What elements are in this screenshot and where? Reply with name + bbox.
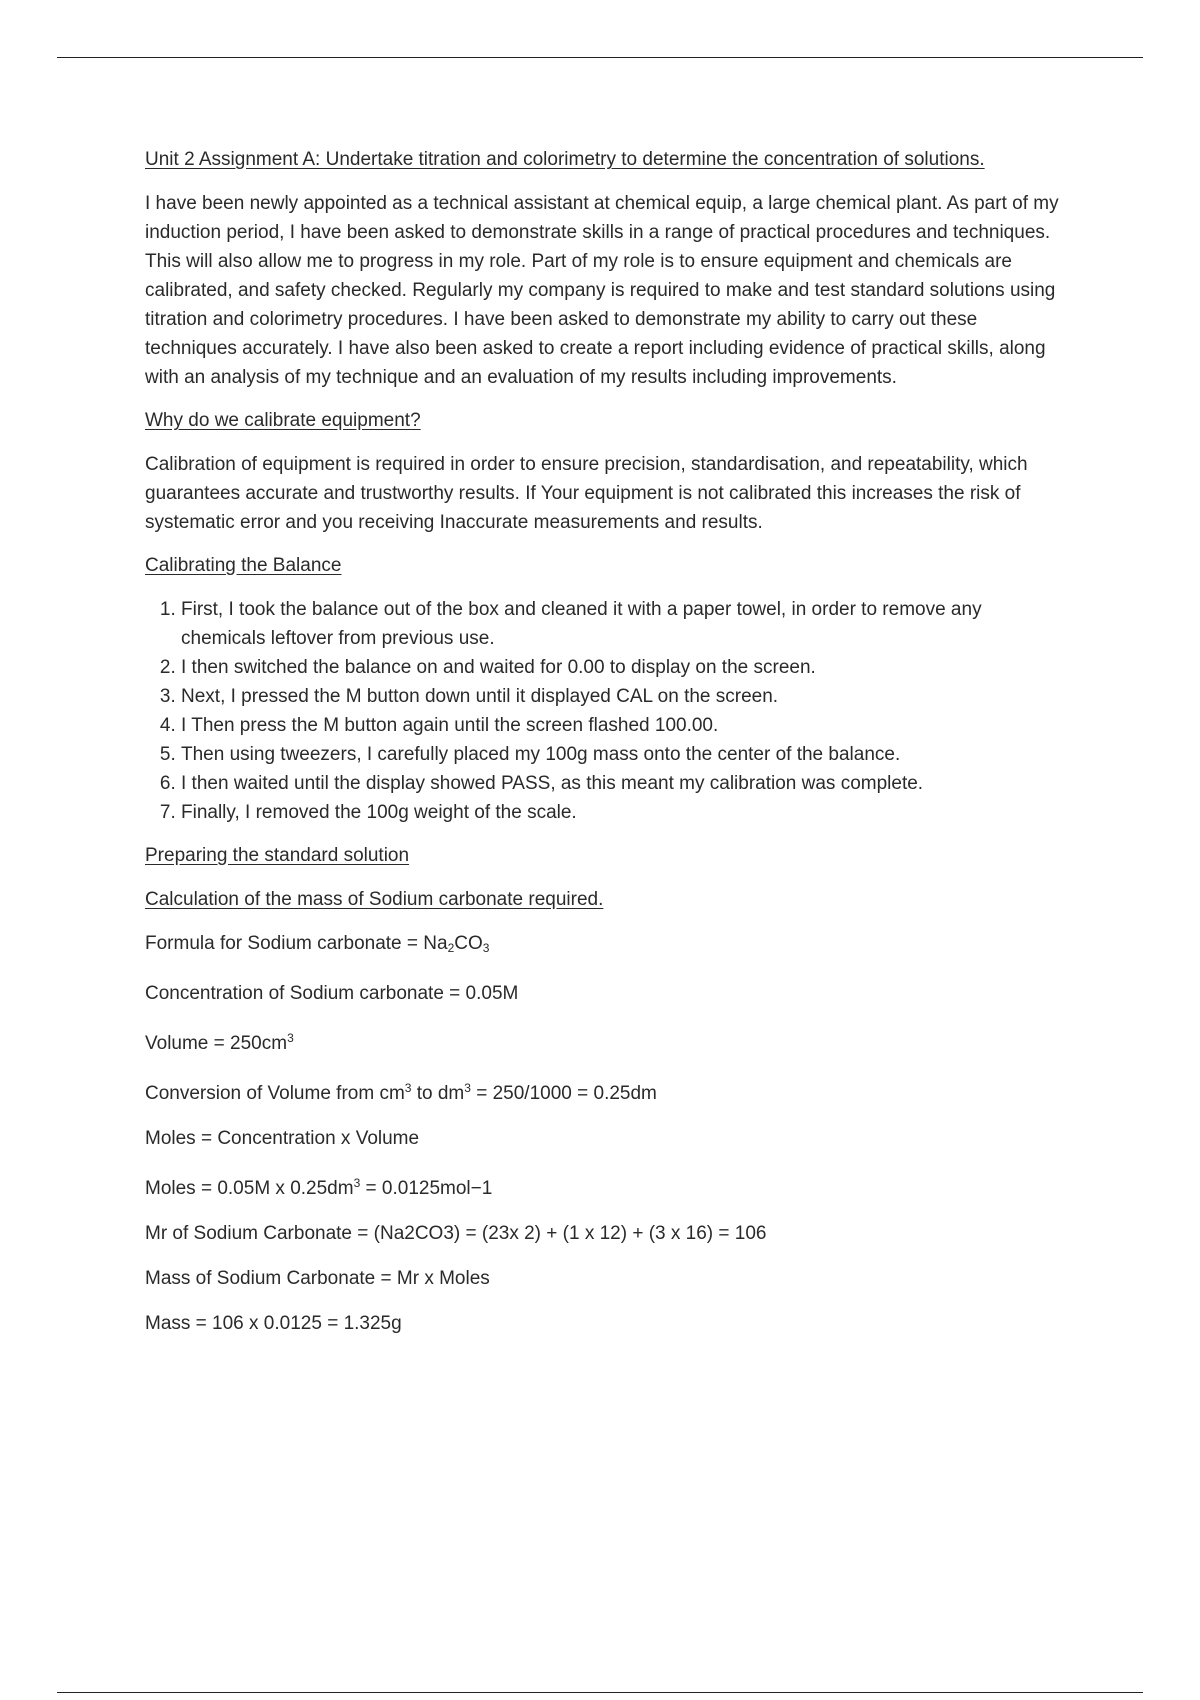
conversion-superscript: 3: [464, 1081, 471, 1095]
mass-formula-line: Mass of Sodium Carbonate = Mr x Moles: [145, 1268, 490, 1289]
conversion-superscript: 3: [404, 1081, 412, 1095]
formula-subscript: 3: [482, 941, 490, 955]
list-item: 6. I then waited until the display showed PASS, as this meant my calibration was complete.: [181, 769, 1065, 798]
mr-line: Mr of Sodium Carbonate = (Na2CO3) = (23x 2) + (1 x 12) + (3 x 16) = 106: [145, 1223, 767, 1244]
list-item: 5. Then using tweezers, I carefully placed my 100g mass onto the center of the balance.: [181, 740, 1065, 769]
formula-line: [145, 929, 1065, 963]
conversion-text: Conversion of Volume from cm: [145, 1083, 405, 1104]
volume-line: [145, 1024, 1065, 1058]
footer-rule: [57, 1692, 1143, 1693]
moles-calculation-line: [145, 1169, 1065, 1203]
header-rule: [57, 57, 1143, 58]
formula-mid: CO: [454, 933, 483, 954]
formula-subscript: 2: [447, 941, 455, 955]
list-item: 7. Finally, I removed the 100g weight of the scale.: [181, 798, 1065, 827]
calibration-steps-list: [145, 595, 1065, 827]
concentration-line: Concentration of Sodium carbonate = 0.05M: [145, 983, 519, 1004]
conversion-text: = 250/1000 = 0.25dm: [470, 1083, 657, 1104]
preparing-solution-heading: Preparing the standard solution: [145, 845, 410, 866]
volume-superscript: 3: [287, 1031, 294, 1045]
list-item: 1. First, I took the balance out of the box and cleaned it with a paper towel, in order to remove any chemicals leftover from previous use.: [181, 595, 1065, 653]
conversion-line: [145, 1074, 1065, 1108]
document-title: Unit 2 Assignment A: Undertake titration and colorimetry to determine the concentration of solutions.: [145, 149, 985, 170]
why-calibrate-heading: Why do we calibrate equipment?: [145, 410, 421, 431]
moles-text: Moles = 0.05M x 0.25dm: [145, 1178, 354, 1199]
why-calibrate-paragraph: Calibration of equipment is required in order to ensure precision, standardisation, and repeatability, which guarantees accurate and trustworthy results. If Your equipment is not calibrated this increases the risk of systematic error and you receiving Inaccurate measurements and results.: [145, 454, 1028, 533]
formula-label: Formula for Sodium carbonate = Na: [145, 933, 448, 954]
intro-paragraph: I have been newly appointed as a technical assistant at chemical equip, a large chemical plant. As part of my induction period, I have been asked to demonstrate skills in a range of practical procedures and techniques. This will also allow me to progress in my role. Part of my role is to ensure equipment and chemicals are calibrated, and safety checked. Regularly my company is required to make and test standard solutions using titration and colorimetry procedures. I have been asked to demonstrate my ability to carry out these techniques accurately. I have also been asked to create a report including evidence of practical skills, along with an analysis of my technique and an evaluation of my results including improvements.: [145, 193, 1059, 388]
document-body: [145, 145, 1065, 1354]
conversion-text: to dm: [411, 1083, 465, 1104]
moles-superscript: 3: [353, 1176, 361, 1190]
list-item: 2. I then switched the balance on and waited for 0.00 to display on the screen.: [181, 653, 1065, 682]
moles-formula-line: Moles = Concentration x Volume: [145, 1128, 420, 1149]
mass-calculation-line: Mass = 106 x 0.0125 = 1.325g: [145, 1313, 402, 1334]
volume-text: Volume = 250cm: [145, 1033, 288, 1054]
list-item: 3. Next, I pressed the M button down until it displayed CAL on the screen.: [181, 682, 1065, 711]
moles-text: = 0.0125mol−1: [360, 1178, 493, 1199]
calibrating-balance-heading: Calibrating the Balance: [145, 555, 342, 576]
list-item: 4. I Then press the M button again until the screen flashed 100.00.: [181, 711, 1065, 740]
calculation-heading: Calculation of the mass of Sodium carbonate required.: [145, 889, 604, 910]
